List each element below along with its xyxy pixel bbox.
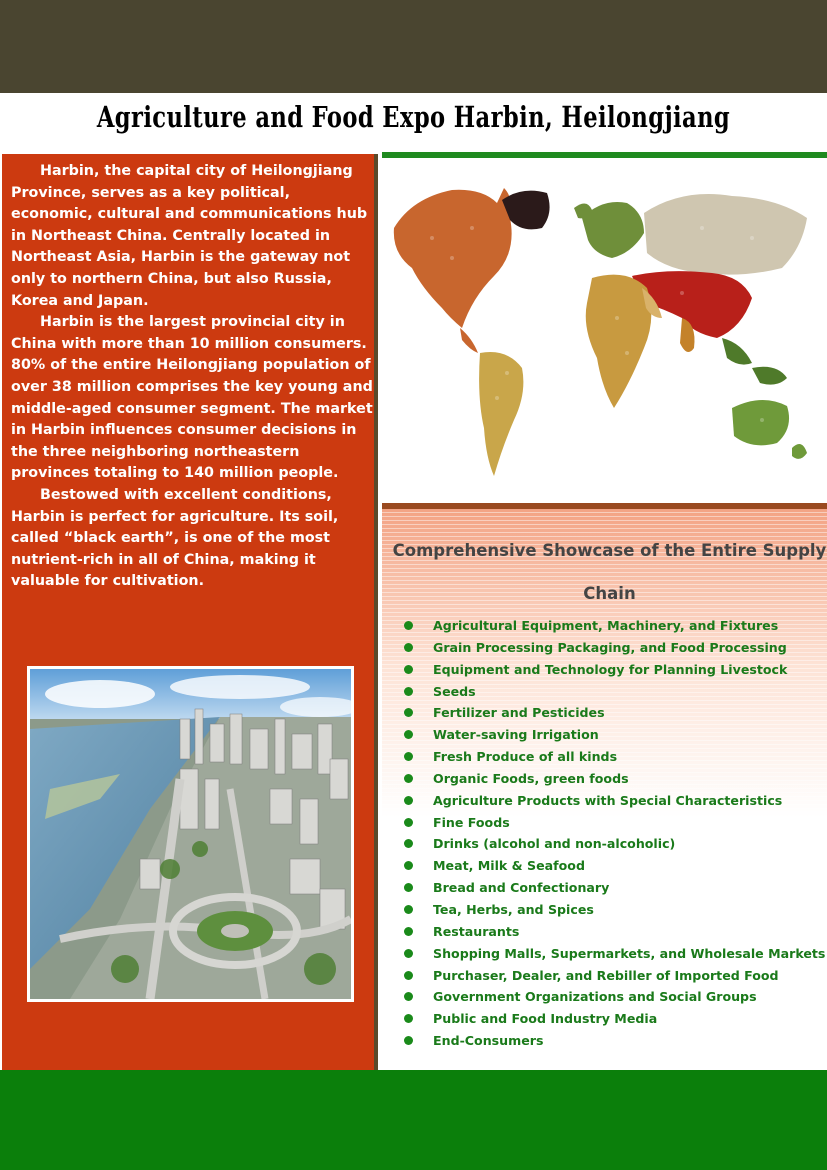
- list-item-label: Public and Food Industry Media: [433, 1011, 658, 1027]
- list-item: [402, 615, 825, 637]
- list-item: [402, 899, 825, 921]
- bullet-icon: [404, 752, 413, 761]
- list-item: [402, 921, 825, 943]
- list-item: [402, 812, 825, 834]
- list-item-label: Agricultural Equipment, Machinery, and Fixtures: [433, 618, 779, 633]
- list-item-label: Grain Processing Packaging, and Food Processing: [433, 639, 787, 655]
- list-item: [402, 1030, 825, 1052]
- list-item-label: Restaurants: [433, 923, 520, 939]
- intro-paragraph-2: Harbin is the largest provincial city in China with more than 10 million consumers. 80% of the entire Heilongjiang population of over 38 million comprises the key young and middle-aged consumer segment. The market in Harbin influences consumer decisions in the three neighboring northeastern provinces totaling to 140 million people.: [11, 314, 373, 482]
- bullet-icon: [404, 1036, 413, 1045]
- list-item: [402, 659, 825, 681]
- bullet-icon: [404, 883, 413, 892]
- list-item: [402, 746, 825, 768]
- list-item: [402, 943, 825, 965]
- list-item-label: Meat, Milk & Seafood: [433, 858, 585, 874]
- bullet-icon: [404, 621, 413, 630]
- list-item: [402, 637, 825, 659]
- bullet-icon: [404, 796, 413, 805]
- list-item: [402, 986, 825, 1008]
- bullet-icon: [404, 643, 413, 652]
- list-item-label: Bread and Confectionary: [433, 880, 610, 896]
- bullet-icon: [404, 927, 413, 936]
- list-item-label: Drinks (alcohol and non-alcoholic): [433, 836, 676, 852]
- list-item-label: Water-saving Irrigation: [433, 727, 599, 743]
- bullet-icon: [404, 665, 413, 674]
- bullet-icon: [404, 949, 413, 958]
- bullet-icon: [404, 971, 413, 980]
- bullet-icon: [404, 730, 413, 739]
- list-item-label: Fine Foods: [433, 814, 510, 830]
- list-item-label: End-Consumers: [433, 1033, 544, 1049]
- list-item: [402, 855, 825, 877]
- bullet-icon: [404, 992, 413, 1001]
- intro-paragraph-1: Harbin, the capital city of Heilongjiang Province, serves as a key political, economic, cultural and communications hub in Northeast China. Centrally located in Northeast Asia, Harbin is the gateway not only to northern China, but also Russia, Korea and Japan.: [11, 163, 368, 309]
- header-band: [0, 0, 827, 93]
- list-item: [402, 768, 825, 790]
- list-item-label: Organic Foods, green foods: [433, 770, 629, 786]
- bullet-icon: [404, 839, 413, 848]
- bullet-icon: [404, 861, 413, 870]
- list-item-label: Fresh Produce of all kinds: [433, 749, 618, 765]
- list-item: [402, 724, 825, 746]
- bullet-icon: [404, 818, 413, 827]
- spice-world-map-illustration: [382, 158, 827, 504]
- footer-band: [0, 1070, 827, 1170]
- harbin-city-photo: [27, 666, 354, 1002]
- world-map-image: [382, 158, 827, 504]
- showcase-list: [402, 615, 825, 1052]
- bullet-icon: [404, 905, 413, 914]
- intro-text: [11, 161, 373, 593]
- list-item-label: Shopping Malls, Supermarkets, and Wholesale Markets: [433, 945, 826, 961]
- list-item: [402, 790, 825, 812]
- list-item-label: Government Organizations and Social Groups: [433, 989, 757, 1005]
- list-item-label: Tea, Herbs, and Spices: [433, 901, 594, 917]
- city-photo-illustration: [30, 669, 351, 999]
- intro-paragraph-3: Bestowed with excellent conditions, Harbin is perfect for agriculture. Its soil, called “black earth”, is one of the most nutrient-rich in all of China, making it valuable for cultivation.: [11, 486, 339, 590]
- list-item: [402, 965, 825, 987]
- bullet-icon: [404, 687, 413, 696]
- list-item: [402, 877, 825, 899]
- list-item: [402, 681, 825, 703]
- list-item-label: Fertilizer and Pesticides: [433, 705, 605, 721]
- showcase-heading: Comprehensive Showcase of the Entire Supply Chain: [392, 541, 827, 603]
- bullet-icon: [404, 774, 413, 783]
- list-item: [402, 702, 825, 724]
- list-item: [402, 1008, 825, 1030]
- list-item-label: Purchaser, Dealer, and Rebiller of Imported Food: [433, 967, 779, 983]
- list-item-label: Equipment and Technology for Planning Livestock: [433, 661, 788, 677]
- showcase-panel: [382, 509, 827, 1070]
- page-title: Agriculture and Food Expo Harbin, Heilongjiang: [96, 100, 731, 134]
- list-item-label: Agriculture Products with Special Characteristics: [433, 792, 783, 808]
- bullet-icon: [404, 1014, 413, 1023]
- bullet-icon: [404, 708, 413, 717]
- list-item: [402, 833, 825, 855]
- list-item-label: Seeds: [433, 683, 476, 699]
